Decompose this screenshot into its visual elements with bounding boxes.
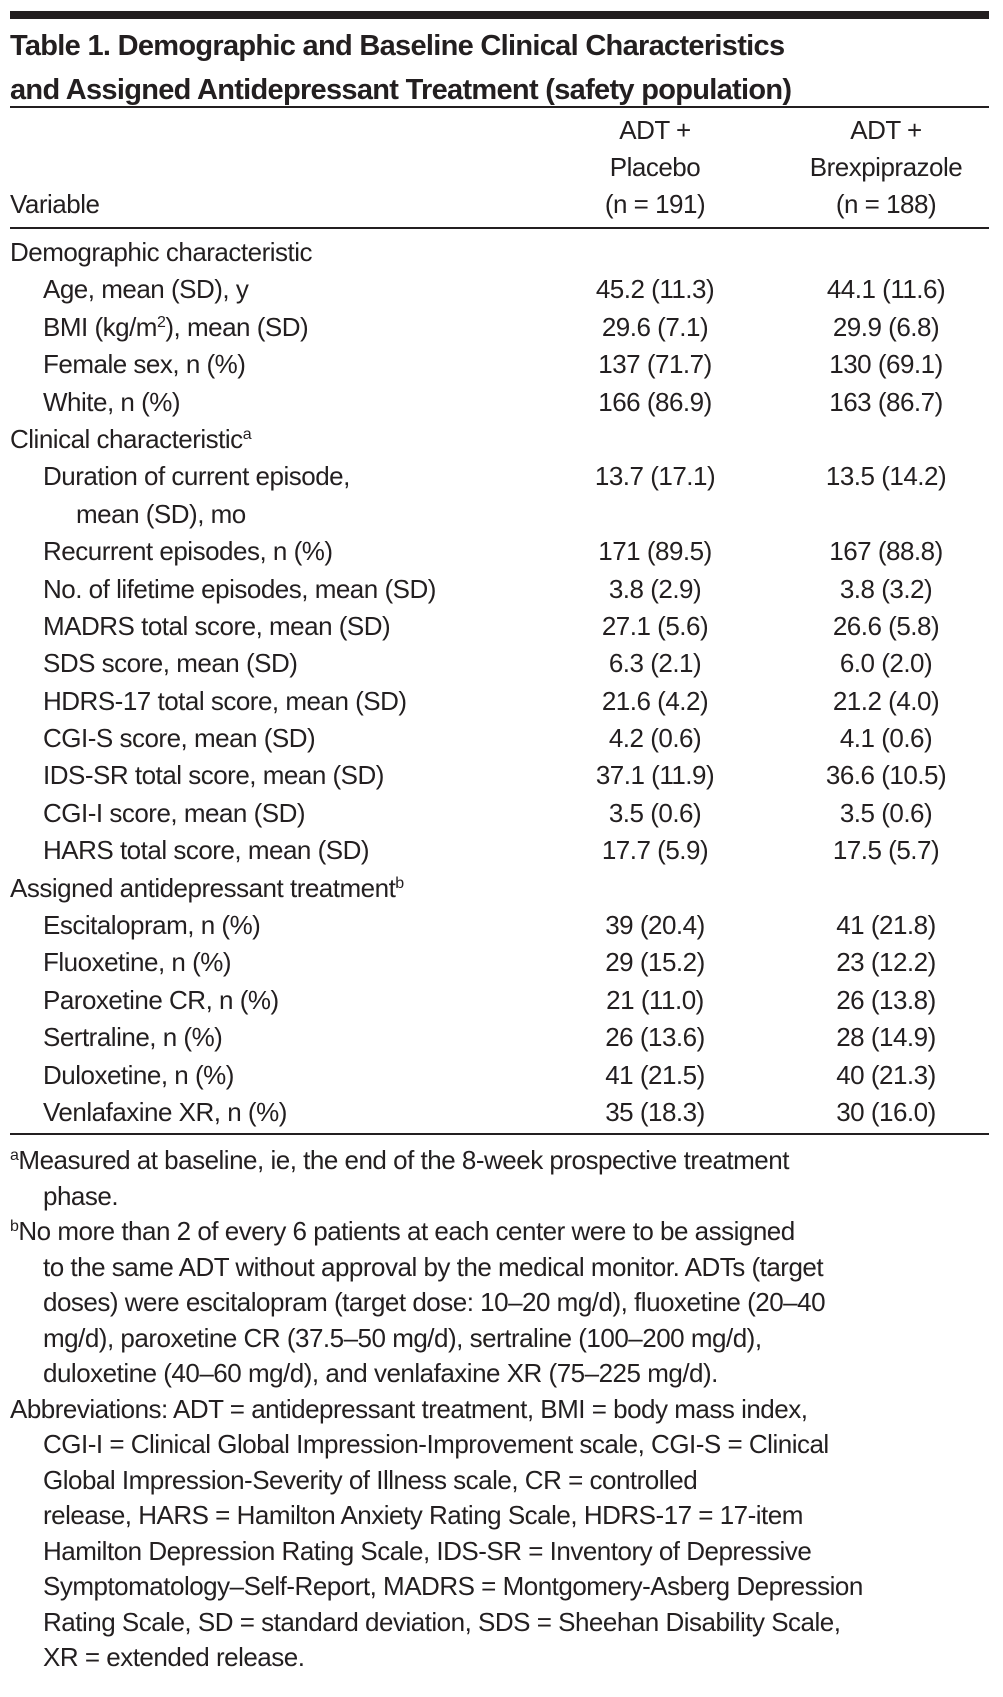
row-label-continuation: mean (SD), mo [76, 498, 246, 529]
table-row [10, 346, 989, 383]
row-label-text: Age, mean (SD), y [43, 274, 249, 305]
placebo-value: 37.1 (11.9) [595, 760, 715, 791]
placebo-value: 41 (21.5) [605, 1059, 705, 1090]
title-line: and Assigned Antidepressant Treatment (safety population) [10, 74, 792, 106]
header-line: Brexpiprazole [809, 152, 963, 182]
row-label-text: Assigned antidepressant treatment [10, 872, 396, 903]
row-label-text: HARS total score, mean (SD) [43, 835, 370, 866]
footnote-text: No more than 2 of every 6 patients at each center were to be assigned [18, 1216, 795, 1246]
row-label-text: Demographic characteristic [10, 237, 313, 267]
footnote-line [10, 1179, 863, 1215]
placebo-value: 35 (18.3) [605, 1097, 705, 1127]
row-label [10, 234, 312, 271]
footnote-line [10, 1463, 863, 1499]
placebo-value: 21.6 (4.2) [601, 685, 709, 716]
row-label-text: No. of lifetime episodes, mean (SD) [43, 573, 436, 604]
header-brexpiprazole [786, 112, 986, 223]
row-label [43, 1057, 234, 1094]
footnote-text: Global Impression-Severity of Illness scale, CR = controlled [43, 1464, 698, 1495]
header-rule [10, 227, 989, 229]
footnote-mark: b [10, 1218, 19, 1235]
superscript: 2 [156, 313, 166, 331]
brexpiprazole-value: 167 (88.8) [829, 536, 943, 567]
row-label-text: Venlafaxine XR, n (%) [43, 1097, 287, 1127]
brexpiprazole-value: 3.5 (0.6) [839, 797, 933, 828]
header-variable: Variable [10, 189, 100, 219]
header-line: (n = 191) [604, 189, 706, 219]
section-header-row [10, 421, 989, 458]
header-line: ADT + [619, 115, 691, 145]
header-line: ADT + [850, 115, 922, 145]
footnote-line [10, 1356, 863, 1392]
placebo-value: 27.1 (5.6) [601, 610, 709, 641]
table-row [10, 645, 989, 682]
bottom-rule [10, 1133, 989, 1135]
row-label-text: Female sex, n (%) [43, 349, 246, 380]
row-label-text: White, n (%) [43, 386, 181, 417]
footnote-text: to the same ADT without approval by the medical monitor. ADTs (target [43, 1251, 824, 1282]
row-label [43, 720, 315, 757]
section-header-row [10, 870, 989, 907]
row-label-text: IDS-SR total score, mean (SD) [43, 760, 384, 791]
brexpiprazole-value: 130 (69.1) [829, 349, 943, 380]
row-label [43, 571, 436, 608]
row-label [43, 346, 245, 383]
superscript: a [242, 425, 252, 443]
placebo-value: 29 (15.2) [605, 947, 705, 978]
placebo-value: 4.2 (0.6) [608, 723, 702, 754]
placebo-value: 29.6 (7.1) [601, 311, 709, 342]
footnote-line [10, 1569, 863, 1605]
row-label [10, 870, 404, 907]
placebo-value: 171 (89.5) [598, 536, 712, 567]
table-row [10, 384, 989, 421]
brexpiprazole-value: 23 (12.2) [836, 947, 936, 978]
footnote-text: phase. [43, 1180, 119, 1211]
footnote-b [10, 1214, 863, 1392]
placebo-value: 13.7 (17.1) [594, 461, 716, 492]
footnote-text: Hamilton Depression Rating Scale, IDS-SR = Inventory of Depressive [43, 1535, 812, 1566]
placebo-value: 26 (13.6) [605, 1022, 705, 1053]
footnote-text: Rating Scale, SD = standard deviation, SDS = Sheehan Disability Scale, [43, 1606, 841, 1637]
footnote-text: duloxetine (40–60 mg/d), and venlafaxine XR (75–225 mg/d). [43, 1358, 718, 1388]
row-label [43, 384, 180, 421]
row-label-text: ), mean (SD) [165, 311, 309, 342]
header-placebo [555, 112, 755, 223]
row-label-text: Clinical characteristic [10, 423, 243, 454]
row-label [43, 757, 384, 794]
row-label [43, 683, 407, 720]
row-label-text: Fluoxetine, n (%) [43, 947, 232, 978]
footnote-line [10, 1427, 863, 1463]
title-rule [10, 106, 989, 108]
row-label-text: Escitalopram, n (%) [43, 910, 261, 941]
table-row [10, 757, 989, 794]
footnote-mark: a [10, 1147, 19, 1164]
footnotes [10, 1143, 863, 1676]
footnote-text: mg/d), paroxetine CR (37.5–50 mg/d), sertraline (100–200 mg/d), [43, 1322, 762, 1353]
title-line: Table 1. Demographic and Baseline Clinical Characteristics [10, 30, 785, 62]
footnote-line [10, 1605, 863, 1641]
row-label-text: Sertraline, n (%) [43, 1022, 223, 1053]
placebo-value: 21 (11.0) [606, 984, 704, 1015]
placebo-value: 45.2 (11.3) [595, 274, 715, 305]
row-label-text: Paroxetine CR, n (%) [43, 984, 279, 1015]
footnote-line [10, 1214, 863, 1250]
footnote-text: Abbreviations: ADT = antidepressant treatment, BMI = body mass index, [10, 1393, 808, 1424]
table-row [10, 832, 989, 869]
row-label [43, 907, 260, 944]
table-row [10, 271, 989, 308]
row-label [43, 458, 350, 533]
row-label [43, 271, 248, 308]
row-label-text: Duloxetine, n (%) [43, 1059, 234, 1090]
placebo-value: 3.5 (0.6) [608, 797, 702, 828]
footnote-line [10, 1250, 863, 1286]
top-rule [10, 11, 989, 19]
table-row [10, 1094, 989, 1131]
footnote-text: Measured at baseline, ie, the end of the 8-week prospective treatment [18, 1145, 789, 1175]
footnote-line [10, 1321, 863, 1357]
row-label [43, 982, 279, 1019]
row-label-text: SDS score, mean (SD) [43, 648, 298, 679]
brexpiprazole-value: 30 (16.0) [836, 1097, 936, 1127]
brexpiprazole-value: 44.1 (11.6) [826, 274, 946, 305]
footnote-line [10, 1498, 863, 1534]
footnote-text: XR = extended release. [43, 1642, 305, 1672]
footnote-a [10, 1143, 863, 1214]
table-row [10, 982, 989, 1019]
brexpiprazole-value: 26.6 (5.8) [832, 610, 940, 641]
footnote-line [10, 1640, 863, 1676]
row-label-text: CGI-I score, mean (SD) [43, 797, 306, 828]
row-label [43, 944, 231, 981]
table-row [10, 795, 989, 832]
row-label-text: CGI-S score, mean (SD) [43, 723, 316, 754]
table-row [10, 458, 989, 533]
row-label-text: Duration of current episode, [43, 461, 350, 492]
header-line: Placebo [609, 152, 701, 182]
row-label [43, 533, 333, 570]
section-header-row [10, 234, 989, 271]
table-row [10, 533, 989, 570]
footnote-text: doses) were escitalopram (target dose: 10–20 mg/d), fluoxetine (20–40 [43, 1287, 826, 1317]
table-row [10, 944, 989, 981]
brexpiprazole-value: 6.0 (2.0) [839, 648, 933, 679]
row-label [10, 421, 251, 458]
brexpiprazole-value: 3.8 (3.2) [839, 573, 933, 604]
footnote-line [10, 1534, 863, 1570]
row-label-text: Recurrent episodes, n (%) [43, 536, 333, 567]
brexpiprazole-value: 26 (13.8) [836, 984, 936, 1015]
table-row [10, 720, 989, 757]
footnote-line [10, 1143, 863, 1179]
table-row [10, 608, 989, 645]
row-label [43, 1019, 222, 1056]
table-row [10, 309, 989, 346]
footnote-text: release, HARS = Hamilton Anxiety Rating Scale, HDRS-17 = 17-item [43, 1500, 803, 1530]
row-label [43, 795, 305, 832]
table-title [10, 24, 791, 112]
brexpiprazole-value: 41 (21.8) [836, 910, 936, 941]
row-label-text: MADRS total score, mean (SD) [43, 610, 391, 641]
brexpiprazole-value: 163 (86.7) [829, 386, 943, 417]
brexpiprazole-value: 17.5 (5.7) [832, 835, 940, 866]
superscript: b [395, 874, 404, 892]
brexpiprazole-value: 13.5 (14.2) [825, 461, 947, 492]
footnote-text: CGI-I = Clinical Global Impression-Improvement scale, CGI-S = Clinical [43, 1429, 829, 1459]
brexpiprazole-value: 4.1 (0.6) [839, 723, 933, 754]
footnote-line [10, 1285, 863, 1321]
row-label [43, 832, 369, 869]
table-row [10, 571, 989, 608]
table-body [10, 234, 989, 1131]
row-label [43, 608, 390, 645]
placebo-value: 6.3 (2.1) [608, 648, 702, 679]
placebo-value: 166 (86.9) [598, 386, 712, 417]
row-label [43, 1094, 287, 1131]
brexpiprazole-value: 28 (14.9) [836, 1022, 936, 1053]
placebo-value: 39 (20.4) [605, 910, 705, 941]
row-label-text: BMI (kg/m [43, 311, 157, 342]
row-label [43, 645, 297, 682]
table-row [10, 1057, 989, 1094]
placebo-value: 17.7 (5.9) [601, 835, 709, 866]
row-label [43, 309, 308, 346]
brexpiprazole-value: 21.2 (4.0) [832, 685, 940, 716]
row-label-text: HDRS-17 total score, mean (SD) [43, 685, 407, 716]
table-row [10, 683, 989, 720]
header-line: (n = 188) [835, 189, 937, 219]
footnote-line [10, 1392, 863, 1428]
placebo-value: 137 (71.7) [598, 349, 712, 380]
table-row [10, 907, 989, 944]
brexpiprazole-value: 36.6 (10.5) [825, 760, 947, 791]
footnote-text: Symptomatology–Self-Report, MADRS = Montgomery-Asberg Depression [43, 1571, 863, 1601]
table-row [10, 1019, 989, 1056]
brexpiprazole-value: 29.9 (6.8) [832, 311, 940, 342]
placebo-value: 3.8 (2.9) [608, 573, 702, 604]
brexpiprazole-value: 40 (21.3) [836, 1059, 936, 1090]
abbreviations [10, 1392, 863, 1676]
